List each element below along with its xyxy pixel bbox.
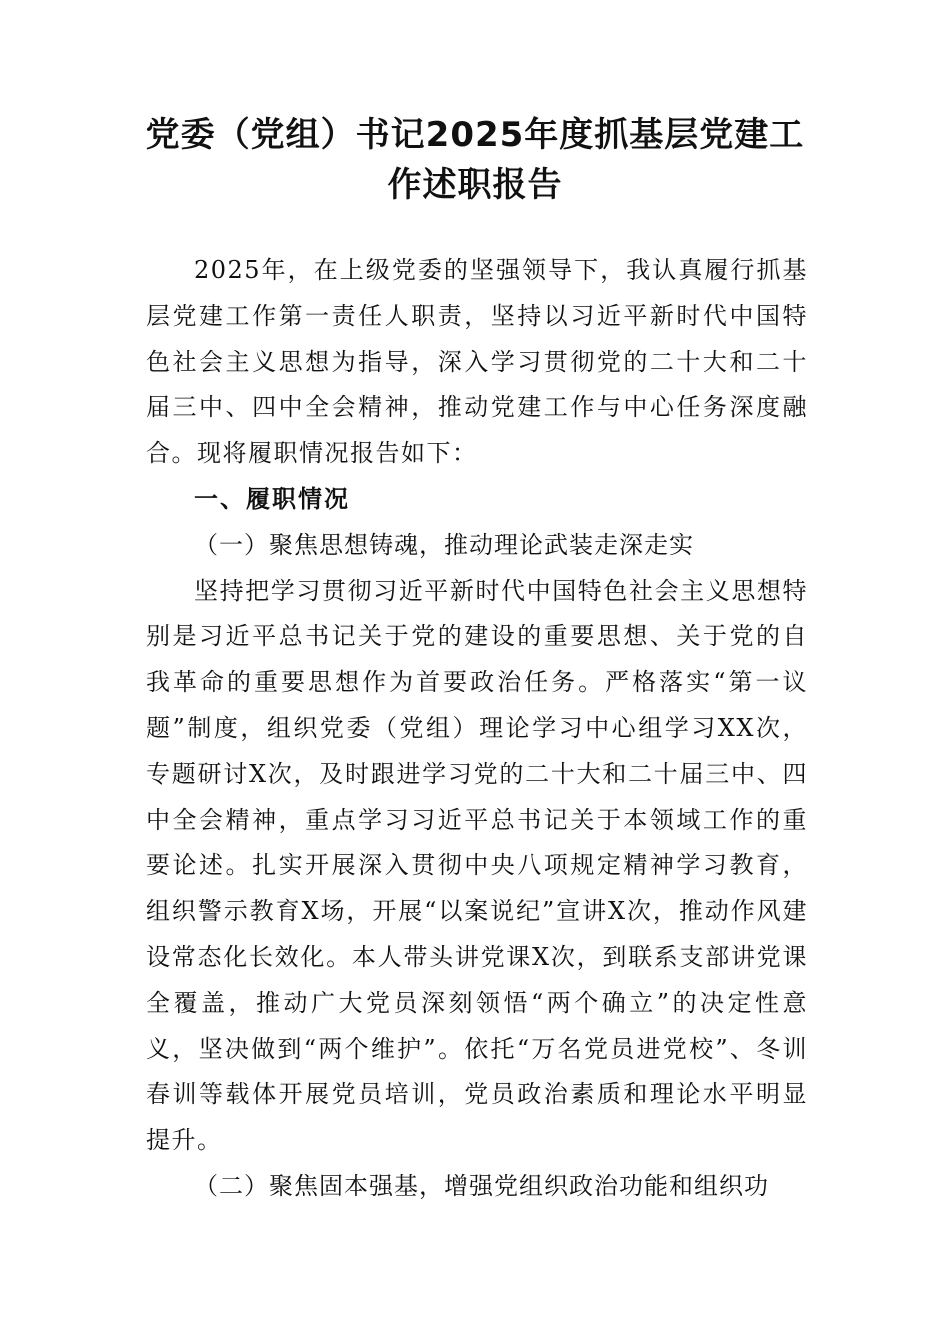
- document-title: [140, 110, 810, 210]
- intro-paragraph: 2025年，在上级党委的坚强领导下，我认真履行抓基层党建工作第一责任人职责，坚持以习近平新时代中国特色社会主义思想为指导，深入学习贯彻党的二十大和二十届三中、四中全会精神，推动党建工作与中心任务深度融合。现将履职情况报告如下：: [146, 256, 808, 468]
- title-line-2: 作述职报告: [387, 165, 563, 205]
- title-line-1: 党委（党组）书记2025年度抓基层党建工: [145, 115, 805, 155]
- section-heading-1: 一、履职情况: [194, 484, 350, 513]
- subsection-1-paragraph: 坚持把学习贯彻习近平新时代中国特色社会主义思想特别是习近平总书记关于党的建设的重要思想、关于党的自我革命的重要思想作为首要政治任务。严格落实“第一议题”制度，组织党委（党组）理论学习中心组学习XX次，专题研讨X次，及时跟进学习党的二十大和二十届三中、四中全会精神，重点学习习近平总书记关于本领域工作的重要论述。扎实开展深入贯彻中央八项规定精神学习教育，组织警示教育X场，开展“以案说纪”宣讲X次，推动作风建设常态化长效化。本人带头讲党课X次，到联系支部讲党课全覆盖，推动广大党员深刻领悟“两个确立”的决定性意义，坚决做到“两个维护”。依托“万名党员进党校”、冬训春训等载体开展党员培训，党员政治素质和理论水平明显提升。: [146, 576, 808, 1155]
- subsection-heading-2: （二）聚焦固本强基，增强党组织政治功能和组织功: [194, 1171, 769, 1200]
- document-body: [146, 248, 808, 1210]
- subsection-heading-1: （一）聚焦思想铸魂，推动理论武装走深走实: [194, 530, 694, 559]
